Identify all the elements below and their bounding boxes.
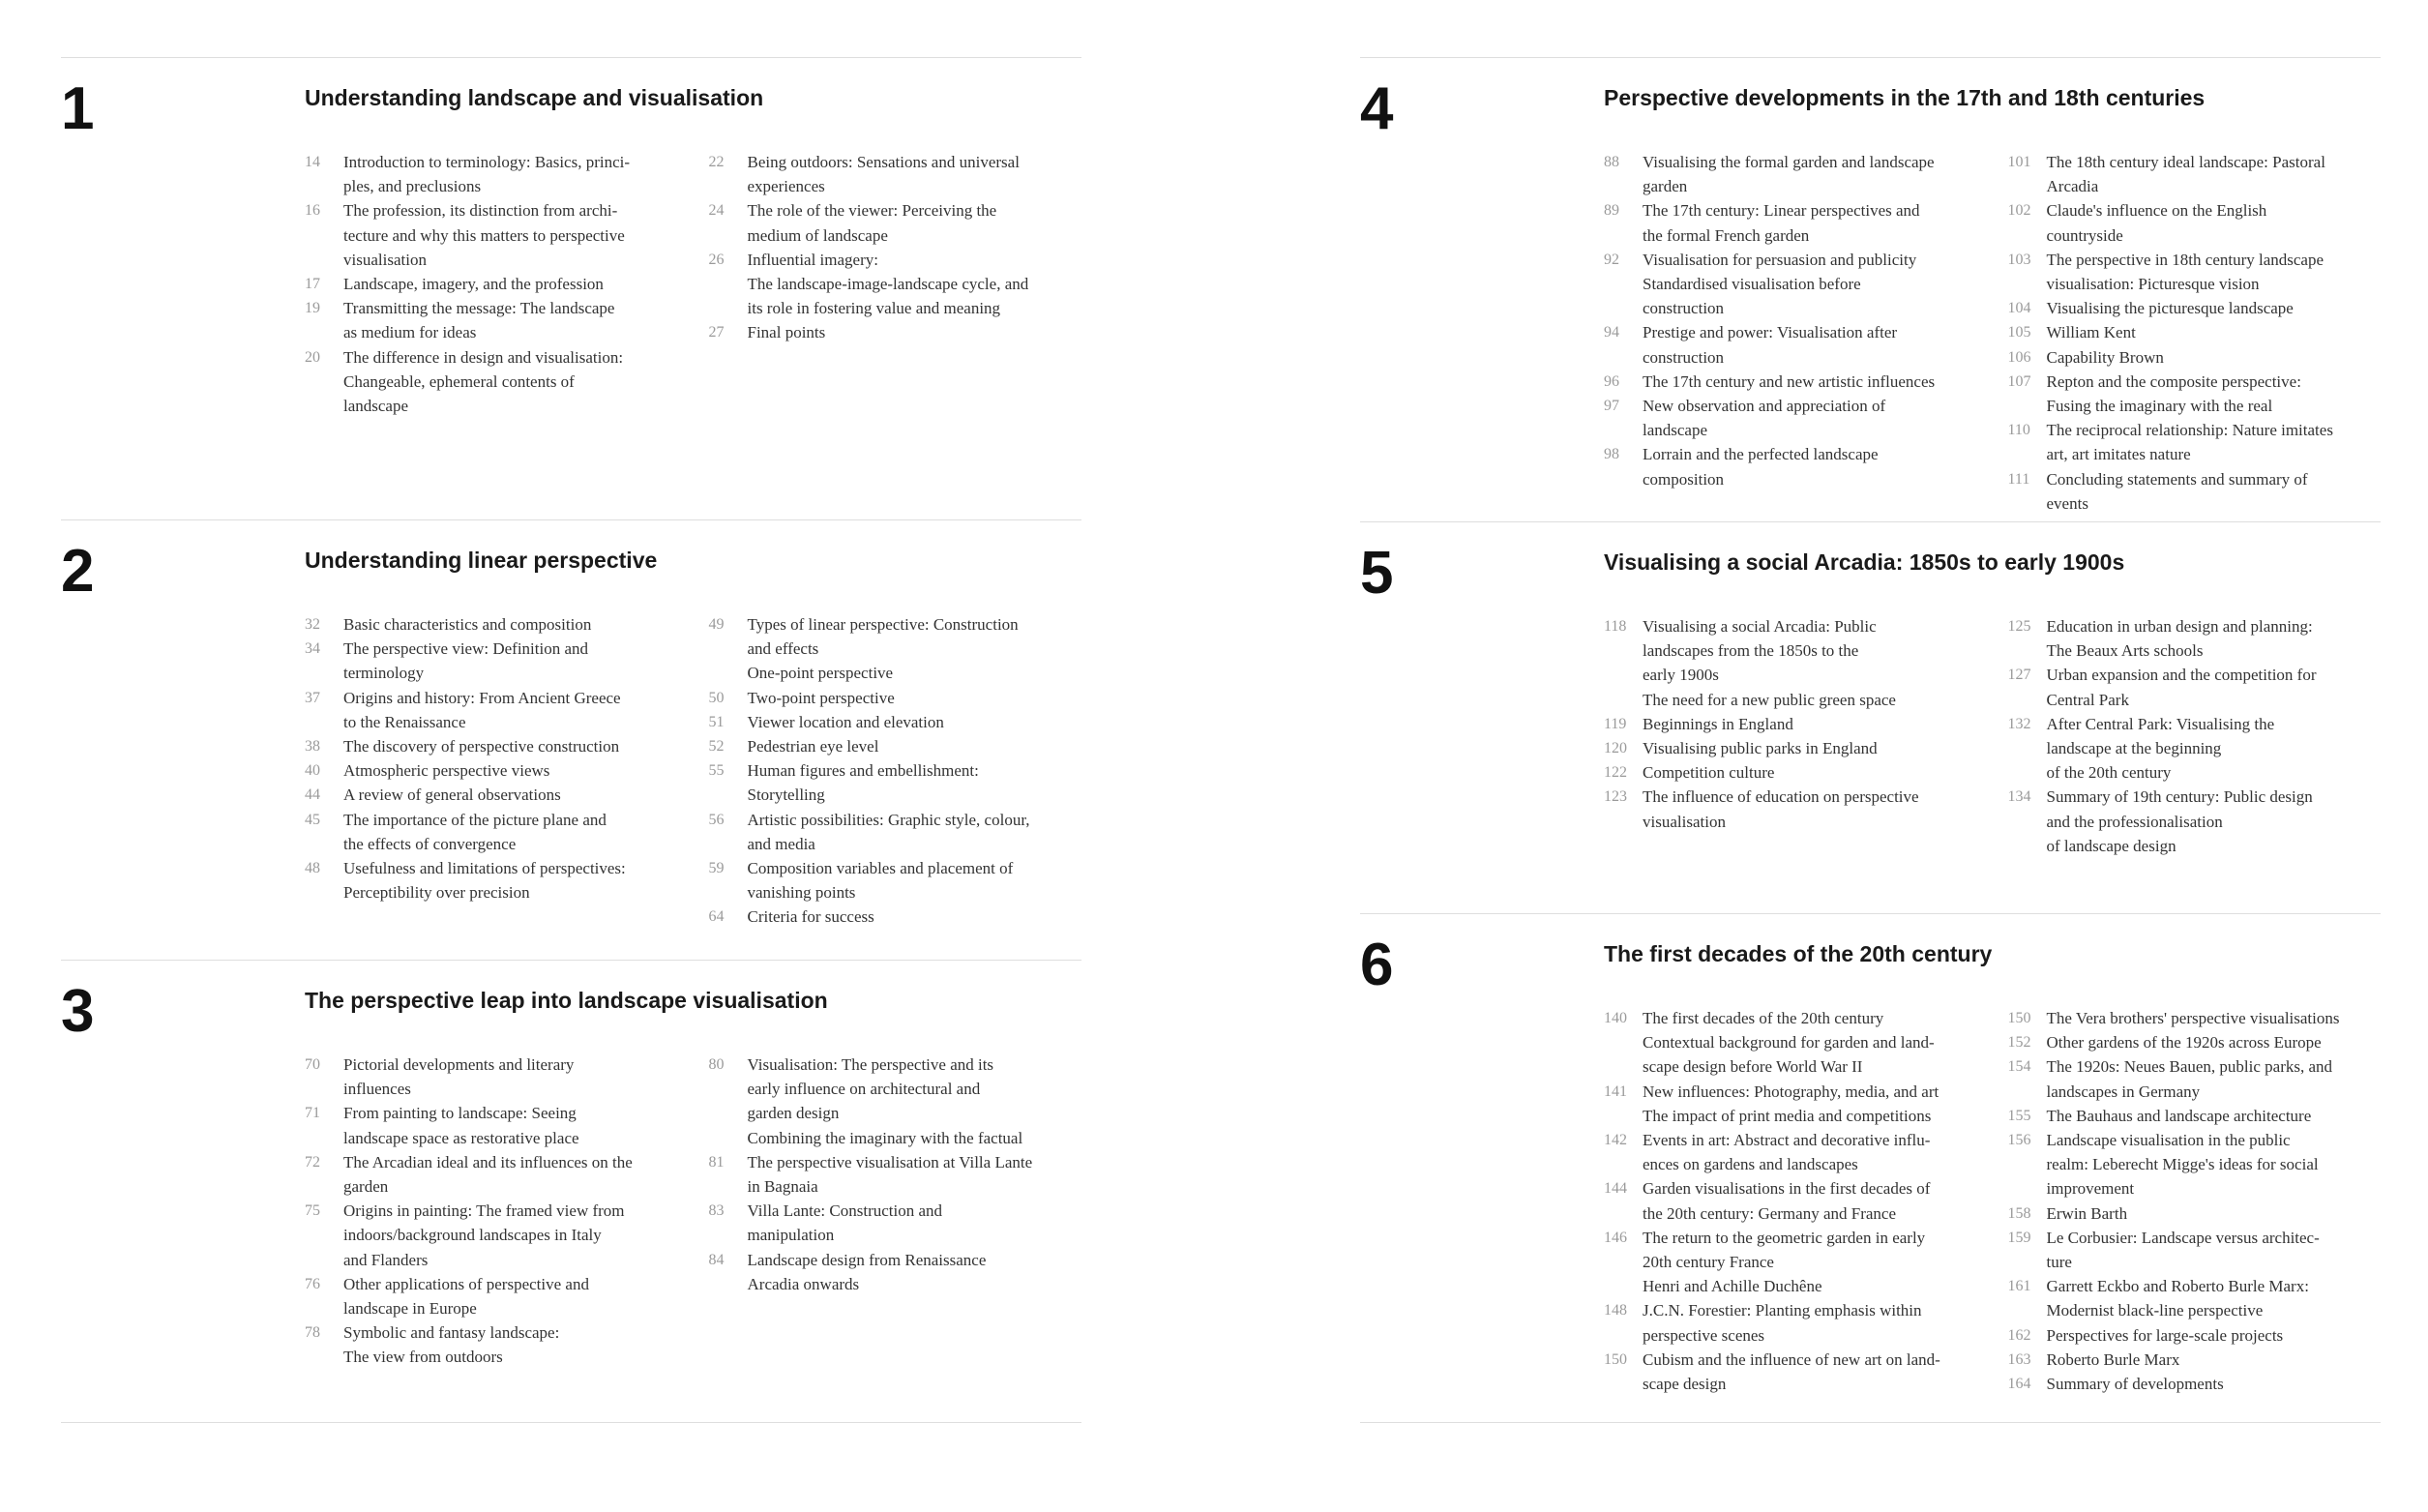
- list-item: [2008, 150, 2384, 198]
- chapter-5: [1360, 521, 2381, 913]
- list-item: [2008, 418, 2384, 466]
- chapter-title: Visualising a social Arcadia: 1850s to early 1900s: [1604, 549, 2125, 575]
- page-number: 96: [1604, 372, 1619, 390]
- page-number: 49: [708, 616, 725, 633]
- entry-title: Visualising the formal garden and landscape garden: [1643, 153, 1935, 196]
- list-item: [709, 856, 1084, 904]
- list-item: [2008, 614, 2384, 663]
- entry-title: Perspectives for large-scale projects: [2046, 1325, 2284, 1345]
- chapter-title: Understanding linear perspective: [305, 548, 658, 573]
- list-item: [1604, 1128, 1979, 1176]
- entry-title: Concluding statements and summary of events: [2046, 469, 2308, 513]
- page-number: 161: [2007, 1278, 2031, 1295]
- page-number: 144: [1604, 1180, 1627, 1198]
- chapter-number: 2: [61, 538, 95, 605]
- list-item: [2008, 663, 2384, 711]
- page-number: 154: [2007, 1058, 2031, 1076]
- list-item: [1604, 1348, 1979, 1396]
- entry-title: Garden visualisations in the first decades of the 20th century: Germany and France: [1643, 1179, 1931, 1223]
- list-item: [1604, 320, 1979, 369]
- page-number: 158: [2007, 1204, 2031, 1222]
- page-number: 111: [2007, 470, 2030, 488]
- entry-title: Visualisation for persuasion and publicity Standardised visualisation before construction: [1643, 250, 1917, 318]
- entry-title: Visualising a social Arcadia: Public landscapes from the 1850s to the early 1900s The need for a new public green space: [1643, 617, 1896, 709]
- contents-list: [2008, 150, 2384, 516]
- chapter-number: 4: [1360, 75, 1394, 142]
- page-number: 88: [1604, 154, 1619, 170]
- entry-title: Human figures and embellishment: Storytelling: [747, 761, 979, 805]
- entry-title: Other applications of perspective and landscape in Europe: [343, 1274, 589, 1319]
- entry-title: Visualisation: The perspective and its early influence on architectural and garden design Combining the imaginary with the factual: [747, 1055, 1023, 1147]
- entry-title: The return to the geometric garden in early 20th century France Henri and Achille Duchêne: [1643, 1228, 1926, 1296]
- list-item: [305, 1150, 680, 1199]
- list-item: [305, 272, 680, 296]
- list-item: [709, 1199, 1084, 1247]
- page-number: 89: [1604, 202, 1619, 220]
- list-item: [1604, 785, 1979, 833]
- contents-list: [1604, 614, 1979, 858]
- list-item: [305, 1320, 680, 1369]
- page-number: 98: [1604, 446, 1619, 463]
- list-item: [1604, 248, 1979, 321]
- list-item: [1604, 1006, 1979, 1080]
- list-item: [709, 904, 1084, 929]
- page-number: 122: [1604, 764, 1627, 782]
- entry-title: Summary of developments: [2046, 1375, 2224, 1394]
- entry-title: The first decades of the 20th century Contextual background for garden and land- scape design before World War II: [1643, 1009, 1935, 1077]
- chapter-contents: [1604, 150, 2383, 516]
- list-item: [1604, 442, 1979, 490]
- entry-title: Origins in painting: The framed view from indoors/background landscapes in Italy and Flanders: [343, 1201, 625, 1269]
- page-number: 81: [708, 1153, 725, 1171]
- page-number: 20: [305, 348, 320, 366]
- chapter-number: 1: [61, 75, 95, 142]
- entry-title: Lorrain and the perfected landscape composition: [1643, 445, 1879, 489]
- page-number: 34: [305, 640, 320, 658]
- entry-title: Landscape, imagery, and the profession: [343, 275, 604, 294]
- list-item: [2008, 1128, 2384, 1201]
- page-number: 83: [708, 1202, 725, 1220]
- list-item: [1604, 150, 1979, 198]
- page-number: 37: [305, 689, 320, 706]
- list-item: [2008, 785, 2384, 858]
- list-item: [709, 320, 1084, 344]
- entry-title: Atmospheric perspective views: [343, 761, 550, 781]
- list-item: [2008, 370, 2384, 418]
- page-number: 164: [2007, 1376, 2031, 1393]
- list-item: [305, 612, 680, 637]
- page-number: 14: [305, 154, 320, 170]
- page-number: 80: [708, 1056, 725, 1073]
- list-item: [709, 150, 1084, 198]
- entry-title: Education in urban design and planning: The Beaux Arts schools: [2046, 617, 2313, 661]
- page-number: 50: [708, 689, 725, 706]
- entry-title: The 17th century: Linear perspectives and the formal French garden: [1643, 201, 1920, 245]
- list-item: [305, 734, 680, 758]
- entry-title: The Vera brothers' perspective visualisations: [2046, 1009, 2340, 1027]
- entry-title: Viewer location and elevation: [747, 712, 944, 731]
- list-item: [305, 637, 680, 685]
- page-number: 141: [1604, 1082, 1627, 1100]
- page-number: 140: [1604, 1010, 1627, 1026]
- entry-title: The discovery of perspective construction: [343, 737, 620, 756]
- list-item: [1604, 614, 1979, 712]
- entry-title: A review of general observations: [343, 786, 561, 805]
- list-item: [2008, 1006, 2384, 1030]
- list-item: [2008, 712, 2384, 786]
- page-number: 163: [2007, 1350, 2031, 1368]
- page-number: 40: [305, 762, 320, 780]
- entry-title: New influences: Photography, media, and art The impact of print media and competitions: [1643, 1082, 1939, 1125]
- list-item: [2008, 1104, 2384, 1128]
- list-item: [1604, 394, 1979, 442]
- entry-title: J.C.N. Forestier: Planting emphasis within perspective scenes: [1643, 1301, 1922, 1345]
- page-number: 142: [1604, 1132, 1627, 1149]
- chapter-6: [1360, 913, 2381, 1422]
- toc-column-left: [61, 57, 1081, 1422]
- entry-title: The 18th century ideal landscape: Pastoral Arcadia: [2046, 153, 2325, 196]
- entry-title: Villa Lante: Construction and manipulation: [747, 1201, 943, 1245]
- list-item: [2008, 1274, 2384, 1322]
- list-item: [709, 734, 1084, 758]
- entry-title: The perspective in 18th century landscape visualisation: Picturesque vision: [2046, 250, 2324, 294]
- page-number: 104: [2007, 300, 2031, 317]
- entry-title: The 1920s: Neues Bauen, public parks, and landscapes in Germany: [2046, 1057, 2333, 1101]
- list-item: [2008, 1201, 2384, 1226]
- chapter-number: 5: [1360, 540, 1394, 607]
- entry-title: The Arcadian ideal and its influences on the garden: [343, 1152, 633, 1197]
- entry-title: Capability Brown: [2046, 347, 2164, 367]
- contents-list: [305, 150, 680, 418]
- entry-title: Pedestrian eye level: [747, 737, 879, 756]
- entry-title: Claude's influence on the English countryside: [2046, 201, 2267, 245]
- entry-title: New observation and appreciation of landscape: [1643, 397, 1886, 440]
- entry-title: Basic characteristics and composition: [343, 615, 592, 634]
- entry-title: Le Corbusier: Landscape versus architec- ture: [2046, 1228, 2320, 1272]
- entry-title: Symbolic and fantasy landscape: The view from outdoors: [343, 1323, 560, 1367]
- entry-title: Visualising public parks in England: [1643, 739, 1878, 758]
- list-item: [1604, 198, 1979, 247]
- entry-title: William Kent: [2046, 323, 2136, 342]
- page-number: 44: [305, 786, 320, 804]
- page-number: 16: [305, 202, 320, 220]
- page-number: 123: [1604, 788, 1627, 806]
- list-item: [2008, 1226, 2384, 1274]
- contents-list: [709, 1052, 1084, 1370]
- page-number: 107: [2007, 372, 2031, 390]
- list-item: [709, 198, 1084, 247]
- divider: [61, 1422, 1081, 1423]
- chapter-title: Understanding landscape and visualisation: [305, 85, 764, 110]
- list-item: [2008, 467, 2384, 516]
- page-number: 150: [2007, 1010, 2031, 1026]
- page-number: 19: [305, 300, 320, 317]
- entry-title: Competition culture: [1643, 763, 1775, 783]
- list-item: [1604, 736, 1979, 760]
- page-number: 32: [305, 616, 320, 633]
- page-number: 92: [1604, 251, 1619, 268]
- chapter-contents: [1604, 1006, 2383, 1396]
- entry-title: Transmitting the message: The landscape as medium for ideas: [343, 299, 615, 342]
- page-number: 38: [305, 738, 320, 756]
- list-item: [305, 1199, 680, 1272]
- entry-title: After Central Park: Visualising the landscape at the beginning of the 20th century: [2046, 714, 2275, 783]
- list-item: [305, 686, 680, 734]
- entry-title: Landscape visualisation in the public realm: Leberecht Migge's ideas for social improvement: [2046, 1131, 2319, 1199]
- contents-list: [2008, 1006, 2384, 1396]
- page-number: 52: [708, 738, 725, 756]
- list-item: [2008, 345, 2384, 370]
- page-number: 102: [2007, 202, 2031, 220]
- entry-title: Introduction to terminology: Basics, princi- ples, and preclusions: [343, 153, 631, 196]
- chapter-contents: [305, 612, 1083, 930]
- list-item: [709, 808, 1084, 856]
- entry-title: The role of the viewer: Perceiving the medium of landscape: [747, 201, 997, 245]
- contents-list: [709, 150, 1084, 418]
- page-number: 59: [708, 860, 725, 877]
- contents-list: [305, 612, 680, 930]
- entry-title: Final points: [747, 323, 826, 342]
- entry-title: Other gardens of the 1920s across Europe: [2046, 1033, 2322, 1052]
- entry-title: Cubism and the influence of new art on land- scape design: [1643, 1349, 1940, 1394]
- list-item: [305, 345, 680, 419]
- page-number: 22: [708, 154, 725, 170]
- list-item: [305, 296, 680, 344]
- list-item: [709, 758, 1084, 807]
- list-item: [709, 1150, 1084, 1199]
- page-number: 75: [305, 1202, 320, 1220]
- chapter-4: [1360, 57, 2381, 521]
- page-number: 156: [2007, 1132, 2031, 1149]
- chapter-2: [61, 519, 1081, 960]
- list-item: [2008, 248, 2384, 296]
- page-number: 162: [2007, 1326, 2031, 1344]
- list-item: [1604, 1298, 1979, 1347]
- entry-title: Landscape design from Renaissance Arcadia onwards: [747, 1250, 987, 1293]
- chapter-3: [61, 960, 1081, 1422]
- page-number: 97: [1604, 398, 1619, 415]
- page-number: 78: [305, 1324, 320, 1342]
- page-number: 110: [2007, 422, 2030, 439]
- chapter-contents: [305, 150, 1083, 418]
- list-item: [305, 808, 680, 856]
- page-number: 72: [305, 1153, 320, 1171]
- entry-title: The influence of education on perspective visualisation: [1643, 787, 1919, 831]
- contents-list: [1604, 1006, 1979, 1396]
- list-item: [305, 150, 680, 198]
- page-number: 134: [2007, 788, 2031, 806]
- page-number: 119: [1604, 715, 1627, 732]
- entry-title: The perspective visualisation at Villa Lante in Bagnaia: [747, 1152, 1033, 1197]
- entry-title: The perspective view: Definition and terminology: [343, 639, 589, 683]
- list-item: [709, 1248, 1084, 1296]
- page-number: 103: [2007, 251, 2031, 268]
- chapter-number: 6: [1360, 932, 1394, 998]
- chapter-title: The perspective leap into landscape visualisation: [305, 988, 828, 1013]
- list-item: [305, 1052, 680, 1101]
- contents-list: [1604, 150, 1979, 516]
- page-number: 70: [305, 1056, 320, 1073]
- list-item: [2008, 1372, 2384, 1396]
- entry-title: Usefulness and limitations of perspectives: Perceptibility over precision: [343, 859, 626, 903]
- entry-title: Summary of 19th century: Public design and the professionalisation of landscape design: [2046, 787, 2313, 855]
- page-number: 125: [2007, 618, 2031, 635]
- entry-title: Influential imagery: The landscape-image-landscape cycle, and its role in fostering value and meaning: [747, 250, 1029, 318]
- list-item: [305, 758, 680, 783]
- page-number: 76: [305, 1275, 320, 1292]
- list-item: [709, 1052, 1084, 1150]
- entry-title: The difference in design and visualisation: Changeable, ephemeral contents of landscape: [343, 347, 624, 416]
- list-item: [2008, 1323, 2384, 1348]
- page-number: 132: [2007, 715, 2031, 732]
- list-item: [2008, 296, 2384, 320]
- list-item: [305, 1101, 680, 1149]
- list-item: [1604, 1226, 1979, 1299]
- chapter-title: The first decades of the 20th century: [1604, 941, 1993, 966]
- entry-title: Criteria for success: [747, 907, 874, 927]
- page-number: 120: [1604, 740, 1627, 757]
- list-item: [1604, 712, 1979, 736]
- entry-title: From painting to landscape: Seeing landscape space as restorative place: [343, 1104, 579, 1147]
- entry-title: The 17th century and new artistic influences: [1643, 371, 1936, 391]
- page-number: 56: [708, 811, 725, 828]
- entry-title: Roberto Burle Marx: [2046, 1349, 2180, 1369]
- chapter-title: Perspective developments in the 17th and 18th centuries: [1604, 85, 2206, 110]
- list-item: [1604, 1080, 1979, 1128]
- chapter-1: [61, 57, 1081, 519]
- page-number: 106: [2007, 348, 2031, 366]
- page-number: 48: [305, 860, 320, 877]
- page-number: 55: [708, 762, 725, 780]
- page-number: 27: [708, 324, 725, 341]
- list-item: [305, 198, 680, 272]
- entry-title: Prestige and power: Visualisation after construction: [1643, 323, 1898, 367]
- entry-title: Garrett Eckbo and Roberto Burle Marx: Modernist black-line perspective: [2046, 1277, 2309, 1320]
- list-item: [2008, 1348, 2384, 1372]
- page-number: 94: [1604, 324, 1619, 341]
- list-item: [305, 1272, 680, 1320]
- entry-title: The Bauhaus and landscape architecture: [2046, 1106, 2312, 1125]
- list-item: [2008, 320, 2384, 344]
- entry-title: The profession, its distinction from archi- tecture and why this matters to perspective visualisation: [343, 201, 625, 269]
- page-number: 118: [1604, 618, 1627, 635]
- contents-list: [2008, 614, 2384, 858]
- page-number: 45: [305, 811, 320, 828]
- entry-title: Beginnings in England: [1643, 714, 1793, 733]
- page-number: 17: [305, 276, 320, 293]
- page-number: 127: [2007, 667, 2031, 684]
- entry-title: Repton and the composite perspective: Fusing the imaginary with the real: [2046, 371, 2301, 416]
- page-number: 150: [1604, 1350, 1627, 1368]
- entry-title: Urban expansion and the competition for Central Park: [2046, 666, 2317, 709]
- entry-title: Being outdoors: Sensations and universal experiences: [747, 153, 1020, 196]
- chapter-contents: [1604, 614, 2383, 858]
- entry-title: Erwin Barth: [2046, 1203, 2128, 1223]
- divider: [1360, 1422, 2381, 1423]
- page-number: 71: [305, 1105, 320, 1122]
- list-item: [1604, 370, 1979, 394]
- page-number: 159: [2007, 1229, 2031, 1246]
- entry-title: Composition variables and placement of vanishing points: [747, 859, 1014, 903]
- list-item: [1604, 760, 1979, 785]
- entry-title: Artistic possibilities: Graphic style, colour, and media: [747, 810, 1030, 853]
- chapter-number: 3: [61, 978, 95, 1045]
- list-item: [709, 686, 1084, 710]
- list-item: [2008, 1054, 2384, 1103]
- list-item: [709, 710, 1084, 734]
- entry-title: Types of linear perspective: Construction and effects One-point perspective: [747, 615, 1019, 683]
- page-number: 152: [2007, 1034, 2031, 1052]
- contents-list: [709, 612, 1084, 930]
- page-number: 148: [1604, 1302, 1627, 1319]
- chapter-contents: [305, 1052, 1083, 1370]
- entry-title: Origins and history: From Ancient Greece to the Renaissance: [343, 688, 621, 731]
- page-number: 105: [2007, 324, 2031, 341]
- entry-title: The importance of the picture plane and the effects of convergence: [343, 810, 607, 853]
- list-item: [709, 248, 1084, 321]
- contents-list: [305, 1052, 680, 1370]
- page-number: 155: [2007, 1107, 2031, 1124]
- page-number: 64: [708, 908, 725, 926]
- entry-title: Pictorial developments and literary influences: [343, 1055, 575, 1099]
- list-item: [305, 783, 680, 807]
- toc-column-right: [1360, 57, 2381, 1422]
- page-number: 84: [708, 1251, 725, 1268]
- entry-title: Two-point perspective: [747, 688, 895, 707]
- entry-title: Events in art: Abstract and decorative influ- ences on gardens and landscapes: [1643, 1131, 1931, 1174]
- list-item: [2008, 1030, 2384, 1054]
- list-item: [2008, 198, 2384, 247]
- list-item: [1604, 1176, 1979, 1225]
- page-number: 24: [708, 202, 725, 220]
- entry-title: Visualising the picturesque landscape: [2046, 299, 2294, 318]
- page-number: 101: [2007, 154, 2031, 170]
- entry-title: The reciprocal relationship: Nature imitates art, art imitates nature: [2046, 421, 2333, 464]
- list-item: [709, 612, 1084, 686]
- list-item: [305, 856, 680, 904]
- page-number: 146: [1604, 1229, 1627, 1246]
- page-number: 26: [708, 251, 725, 268]
- page-number: 51: [708, 713, 725, 730]
